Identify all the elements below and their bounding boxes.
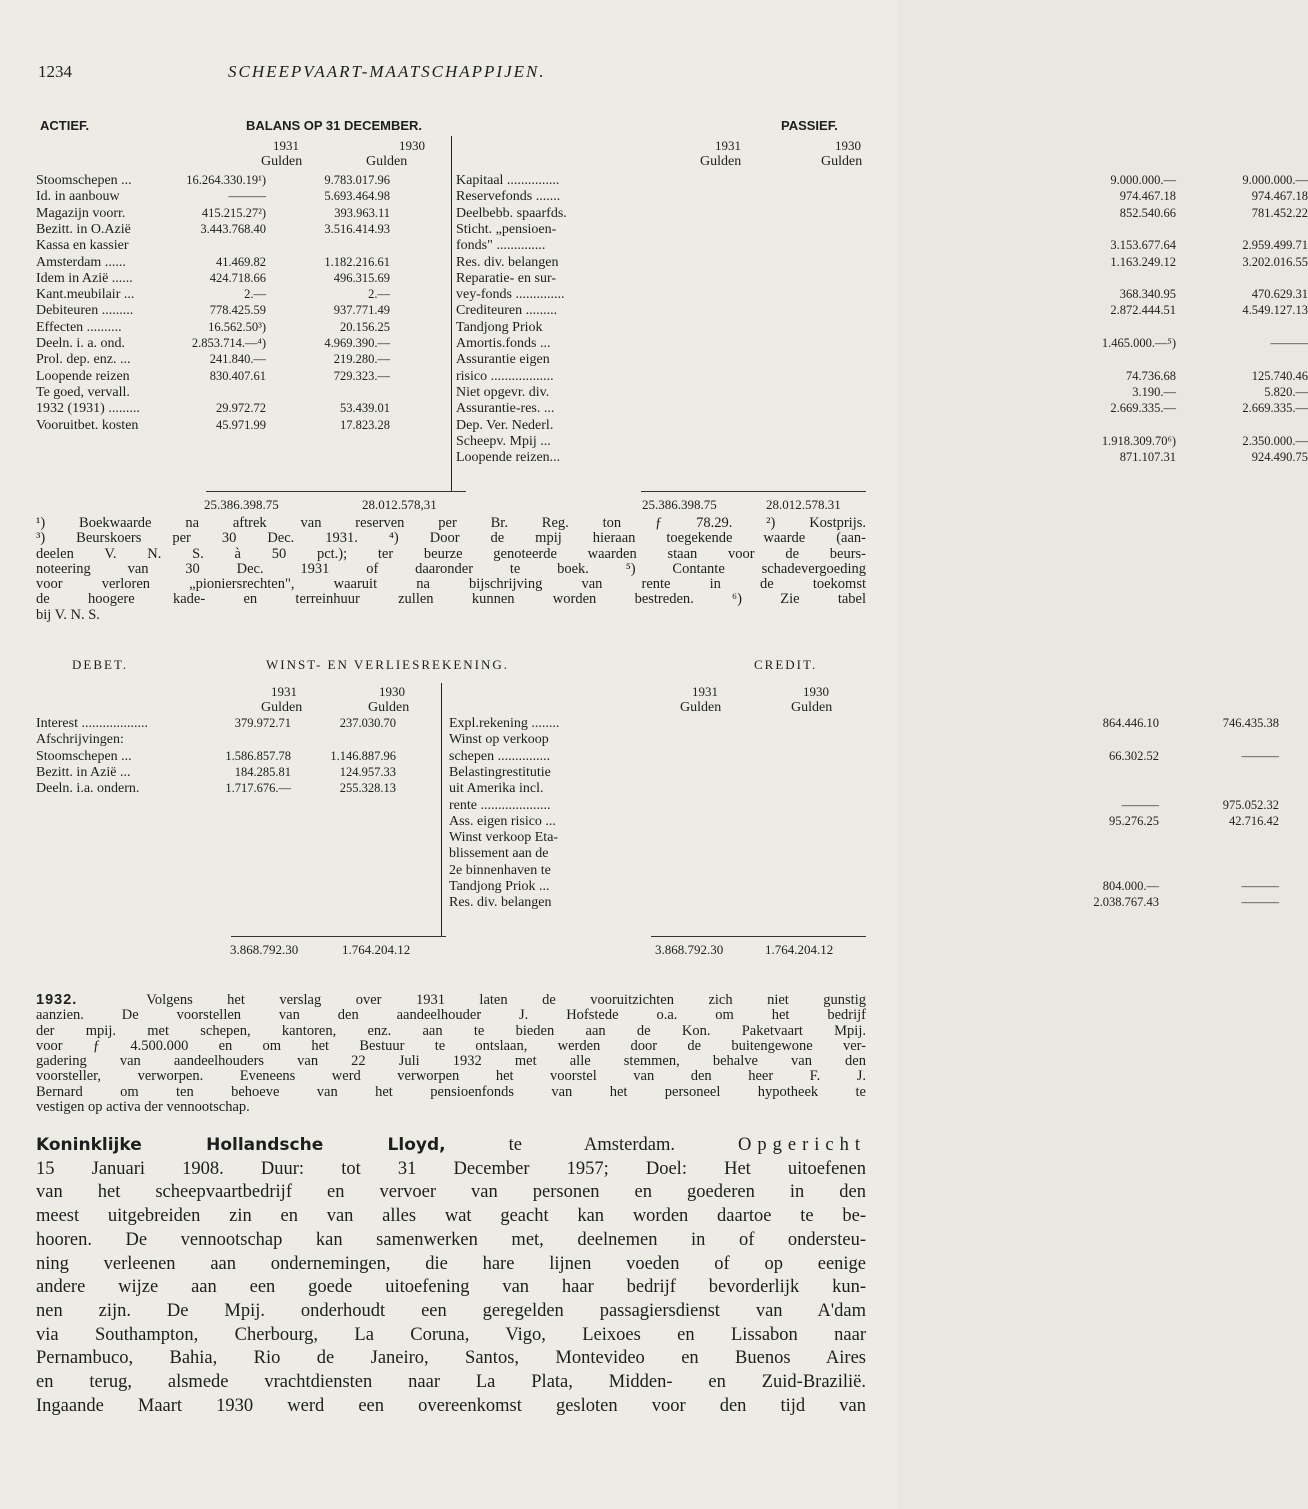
row-value-1931: ——— xyxy=(228,189,266,204)
table-row xyxy=(449,781,1279,797)
report-line: gadering van aandeelhouders van 22 Juli 1932 met alle stemmen, behalve van den xyxy=(36,1053,866,1070)
row-label: Scheepv. Mpij ... xyxy=(456,433,551,449)
row-label: Loopende reizen... xyxy=(456,450,561,466)
row-label: Tandjong Priok xyxy=(456,319,543,335)
table-row xyxy=(456,450,1308,466)
row-value-1931: 3.443.768.40 xyxy=(200,221,266,236)
row-value-1930: 2.— xyxy=(368,287,390,302)
table-row xyxy=(449,895,1279,911)
table-row xyxy=(456,320,1286,336)
table-row xyxy=(449,798,1279,814)
row-label: Afschrijvingen: xyxy=(36,732,124,748)
row-value-1931: 778.425.59 xyxy=(209,303,266,318)
balance-right-unit1: Gulden xyxy=(700,154,742,169)
table-row xyxy=(456,238,1308,254)
row-value-1931: ——— xyxy=(1121,797,1159,812)
table-row xyxy=(456,303,1308,319)
row-label: Reservefonds ....... xyxy=(456,189,561,205)
row-label: 1932 (1931) ......... xyxy=(36,401,140,417)
table-row xyxy=(456,254,1308,271)
row-value-1931: 2.038.767.43 xyxy=(1093,895,1159,910)
balance-left-unit2: Gulden xyxy=(366,154,408,169)
balance-right-year1: 1931 xyxy=(715,138,741,153)
row-value-1931: 871.107.31 xyxy=(1119,450,1176,465)
row-value-1930: 237.030.70 xyxy=(339,716,396,730)
row-value-1931: 74.736.68 xyxy=(1126,368,1176,383)
row-value-1931: 3.190.— xyxy=(1132,384,1176,399)
row-value-1930: ——— xyxy=(1270,336,1308,350)
row-label: Vooruitbet. kosten xyxy=(36,417,139,433)
row-value-1930: 124.957.33 xyxy=(339,764,396,779)
row-value-1930: 1.182.216.61 xyxy=(324,254,390,269)
report-year: 1932. xyxy=(36,992,78,1008)
row-value-1931: 974.467.18 xyxy=(1119,189,1176,204)
report-line: voorsteller, verworpen. Eveneens werd verworpen het voorstel van den heer F. J. xyxy=(36,1068,866,1085)
row-value-1930: 5.693.464.98 xyxy=(324,189,390,204)
row-label: Bezitt. in Azië ... xyxy=(36,764,131,780)
row-value-1931: 415.215.27²) xyxy=(201,205,266,220)
row-value-1930: 4.969.390.— xyxy=(324,336,390,350)
row-label: schepen ............... xyxy=(449,748,551,764)
row-label: Res. div. belangen xyxy=(449,895,552,911)
row-label: Kant.meubilair ... xyxy=(36,287,135,303)
row-value-1930: 975.052.32 xyxy=(1222,797,1279,812)
balance-left-total-rule xyxy=(206,491,466,492)
pl-heading-center: WINST- EN VERLIESREKENING. xyxy=(266,657,510,672)
table-row xyxy=(456,401,1308,417)
row-value-1930: 496.315.69 xyxy=(333,270,390,285)
table-row xyxy=(456,368,1308,385)
table-row xyxy=(449,830,1279,846)
pl-right-unit1: Gulden xyxy=(680,700,722,715)
table-row xyxy=(456,418,1286,434)
balance-right-unit2: Gulden xyxy=(821,154,863,169)
row-value-1930: 937.771.49 xyxy=(333,303,390,318)
row-value-1930: 42.716.42 xyxy=(1229,813,1279,828)
pl-left-year1: 1931 xyxy=(271,684,297,699)
row-value-1930: 2.669.335.— xyxy=(1242,401,1308,416)
row-label: Interest ................... xyxy=(36,716,148,731)
row-value-1931: 2.872.444.51 xyxy=(1110,303,1176,318)
table-row xyxy=(456,336,1308,352)
pl-right-year2: 1930 xyxy=(803,684,829,699)
row-label: Dep. Ver. Nederl. xyxy=(456,417,554,433)
running-title: SCHEEPVAART-MAATSCHAPPIJEN. xyxy=(228,62,546,81)
row-value-1930: 2.350.000.— xyxy=(1242,433,1308,448)
row-label: Bezitt. in O.Azië xyxy=(36,221,131,237)
pl-heading-right: CREDIT. xyxy=(754,657,818,672)
balance-right-year2: 1930 xyxy=(835,138,861,153)
row-value-1930: 924.490.75 xyxy=(1251,450,1308,465)
row-label: Te goed, vervall. xyxy=(36,384,130,400)
table-row xyxy=(449,716,1279,732)
table-row xyxy=(449,846,1279,862)
company-line: andere wijze aan een goede uitoefening van haar bedrijf bevorderlijk kun- xyxy=(36,1277,866,1298)
row-label: fonds" .............. xyxy=(456,238,546,254)
table-row xyxy=(456,205,1308,222)
row-value-1931: 830.407.61 xyxy=(209,368,266,383)
row-value-1931: 16.562.50³) xyxy=(208,319,266,334)
report-line: voor ƒ 4.500.000 en om het Bestuur te ontslaan, werden door de buitengewone ver- xyxy=(36,1037,866,1054)
pl-total-right-1: 3.868.792.30 xyxy=(655,942,724,957)
report-1932 xyxy=(36,993,866,1115)
row-label: blissement aan de xyxy=(449,846,549,862)
pl-left-year2: 1930 xyxy=(379,684,405,699)
row-label: Niet opgevr. div. xyxy=(456,384,550,400)
company-line: en terug, alsmede vrachtdiensten naar La Plata, Midden- en Zuid-Brazilië. xyxy=(36,1372,866,1393)
row-value-1931: 368.340.95 xyxy=(1119,287,1176,302)
row-value-1930: 20.156.25 xyxy=(340,319,390,334)
company-line: Pernambuco, Bahia, Rio de Janeiro, Santos, Montevideo en Buenos Aires xyxy=(36,1348,866,1369)
row-label: Stoomschepen ... xyxy=(36,748,132,764)
table-row xyxy=(456,173,1308,189)
row-value-1930: 17.823.28 xyxy=(340,417,390,432)
footnote-line: de hoogere kade- en terreinhuur zullen kunnen worden bestreden. ⁶) Zie tabel xyxy=(36,591,866,608)
profit-loss-account xyxy=(36,657,1279,977)
row-value-1930: 3.202.016.55 xyxy=(1242,254,1308,269)
row-value-1931: 804.000.— xyxy=(1102,879,1159,893)
row-label: Effecten .......... xyxy=(36,319,122,335)
pl-heading-left: DEBET. xyxy=(72,657,129,672)
row-value-1931: 29.972.72 xyxy=(216,401,266,416)
company-line: Koninklijke Hollandsche Lloyd, te Amsterdam. Opgericht xyxy=(36,1135,866,1155)
balance-left-year2: 1930 xyxy=(399,138,425,153)
row-value-1930: 125.740.46 xyxy=(1251,368,1308,383)
row-value-1931: 3.153.677.64 xyxy=(1110,238,1176,253)
balance-left-unit1: Gulden xyxy=(261,154,303,169)
pl-right-unit2: Gulden xyxy=(791,700,833,715)
row-label: Amortis.fonds ... xyxy=(456,336,551,351)
balance-total-right-2: 28.012.578.31 xyxy=(766,497,841,512)
row-label: Stoomschepen ... xyxy=(36,173,132,188)
row-label: Expl.rekening ........ xyxy=(449,716,560,731)
balance-right-total-rule xyxy=(641,491,866,492)
row-label: uit Amerika incl. xyxy=(449,781,544,797)
pl-total-left-1: 3.868.792.30 xyxy=(230,942,299,957)
row-value-1931: 1.163.249.12 xyxy=(1110,254,1176,269)
row-label: Prol. dep. enz. ... xyxy=(36,352,131,368)
row-value-1931: 852.540.66 xyxy=(1119,205,1176,220)
table-row xyxy=(449,863,1279,879)
row-value-1930: 3.516.414.93 xyxy=(324,221,390,236)
pl-right-year1: 1931 xyxy=(692,684,718,699)
row-label: Deelbebb. spaarfds. xyxy=(456,205,567,221)
table-row xyxy=(456,433,1308,450)
table-row xyxy=(449,879,1279,895)
table-row xyxy=(456,352,1286,368)
row-value-1931: 241.840.— xyxy=(209,352,266,367)
table-row xyxy=(456,287,1308,303)
row-value-1930: 4.549.127.13 xyxy=(1242,303,1308,318)
company-line: 15 Januari 1908. Duur: tot 31 December 1957; Doel: Het uitoefenen xyxy=(36,1158,866,1179)
row-value-1931: 41.469.82 xyxy=(216,254,266,269)
row-value-1931: 864.446.10 xyxy=(1102,716,1159,730)
row-value-1931: 2.— xyxy=(244,287,266,302)
row-value-1931: 1.465.000.—⁵) xyxy=(1101,336,1176,350)
row-value-1930: 729.323.— xyxy=(333,368,390,383)
row-label: Winst verkoop Eta- xyxy=(449,830,559,846)
row-label: risico .................. xyxy=(456,368,554,384)
pl-left-total-rule xyxy=(231,936,446,937)
company-line: Ingaande Maart 1930 werd een overeenkomst gesloten voor den tijd van xyxy=(36,1395,866,1416)
table-row xyxy=(449,814,1279,830)
row-label: Kapitaal ............... xyxy=(456,173,560,188)
balance-heading-right: PASSIEF. xyxy=(781,118,838,133)
row-value-1931: 45.971.99 xyxy=(216,417,266,432)
row-value-1930: ——— xyxy=(1241,748,1279,763)
company-line: hooren. De vennootschap kan samenwerken met, deelnemen in of ondersteu- xyxy=(36,1229,866,1250)
row-value-1930: ——— xyxy=(1241,879,1279,893)
balance-sheet xyxy=(36,118,1308,518)
company-line: nen zijn. De Mpij. onderhoudt een geregelden passagiersdienst van A'dam xyxy=(36,1300,866,1321)
company-opgericht: Opgericht xyxy=(738,1135,866,1155)
row-label: Ass. eigen risico ... xyxy=(449,813,556,829)
row-value-1930: 393.963.11 xyxy=(334,205,390,220)
balance-heading-center: BALANS OP 31 DECEMBER. xyxy=(246,118,423,133)
row-value-1930: 5.820.— xyxy=(1264,384,1308,399)
company-entry xyxy=(36,1134,866,1418)
row-value-1931: 2.669.335.— xyxy=(1110,401,1176,416)
company-line: ning verleenen aan ondernemingen, die hare lijnen voeden of op eenige xyxy=(36,1253,866,1274)
report-line: vestigen op activa der vennootschap. xyxy=(36,1099,250,1116)
balance-footnotes xyxy=(36,516,866,623)
row-value-1931: 2.853.714.—⁴) xyxy=(191,336,266,350)
row-value-1931: 66.302.52 xyxy=(1109,748,1159,763)
row-value-1931: 9.000.000.— xyxy=(1110,173,1176,187)
table-row xyxy=(456,271,1286,287)
balance-total-right-1: 25.386.398.75 xyxy=(642,497,717,512)
table-row xyxy=(456,222,1286,238)
row-label: Crediteuren ......... xyxy=(456,303,558,319)
row-value-1931: 379.972.71 xyxy=(234,716,291,730)
row-value-1930: 470.629.31 xyxy=(1251,287,1308,302)
row-value-1930: 2.959.499.71 xyxy=(1242,238,1308,253)
company-line: meest uitgebreiden zin en van alles wat geacht kan worden daartoe te be- xyxy=(36,1206,866,1227)
row-label: 2e binnenhaven te xyxy=(449,862,551,878)
balance-total-left-2: 28.012.578,31 xyxy=(362,497,437,512)
company-name: Koninklijke Hollandsche Lloyd, xyxy=(36,1135,446,1155)
row-label: Winst op verkoop xyxy=(449,732,549,748)
footnote-line: ³) Beurskoers per 30 Dec. 1931. ⁴) Door de mpij hieraan toegekende waarde (aan- xyxy=(36,530,866,547)
row-value-1931: 16.264.330.19¹) xyxy=(186,173,266,187)
row-value-1930: 9.783.017.96 xyxy=(324,173,390,187)
balance-left-year1: 1931 xyxy=(273,138,299,153)
row-value-1930: ——— xyxy=(1241,895,1279,910)
row-value-1931: 1.717.676.— xyxy=(225,781,291,796)
footnote-line: ¹) Boekwaarde na aftrek van reserven per Br. Reg. ton ƒ 78.29. ²) Kostprijs. xyxy=(36,515,866,531)
row-value-1930: 781.452.22 xyxy=(1251,205,1308,220)
pl-left-unit1: Gulden xyxy=(261,700,303,715)
row-value-1930: 974.467.18 xyxy=(1251,189,1308,204)
row-value-1931: 1.918.309.70⁶) xyxy=(1101,433,1176,448)
row-value-1931: 1.586.857.78 xyxy=(225,748,291,763)
row-label: rente .................... xyxy=(449,797,551,813)
row-value-1930: 53.439.01 xyxy=(340,401,390,416)
row-label: Id. in aanbouw xyxy=(36,189,120,205)
report-line: aanzien. De voorstellen van den aandeelhouder J. Hofstede o.a. om het bedrijf xyxy=(36,1007,866,1024)
table-row xyxy=(449,749,1279,765)
pl-right-total-rule xyxy=(651,936,866,937)
table-row xyxy=(456,189,1308,205)
row-label: Loopende reizen xyxy=(36,368,130,384)
table-row xyxy=(456,384,1308,401)
balance-heading-left: ACTIEF. xyxy=(40,118,90,133)
row-value-1930: 9.000.000.— xyxy=(1242,173,1308,187)
row-label: Assurantie eigen xyxy=(456,352,550,368)
row-label: Tandjong Priok ... xyxy=(449,879,550,894)
pl-total-right-2: 1.764.204.12 xyxy=(765,942,834,957)
row-value-1931: 424.718.66 xyxy=(209,270,266,285)
row-value-1931: 95.276.25 xyxy=(1109,813,1159,828)
row-label: Res. div. belangen xyxy=(456,254,559,270)
footnote-line: noteering van 30 Dec. 1931 of daaronder te boek. ⁵) Contante schadevergoeding xyxy=(36,560,866,577)
row-value-1930: 255.328.13 xyxy=(339,781,396,796)
row-label: Belastingrestitutie xyxy=(449,764,551,780)
company-line: van het scheepvaartbedrijf en vervoer van personen en goederen in den xyxy=(36,1182,866,1203)
report-line: der mpij. met schepen, kantoren, enz. aan te bieden aan de Kon. Paketvaart Mpij. xyxy=(36,1022,866,1039)
report-line: 1932. Volgens het verslag over 1931 laten de vooruitzichten zich niet gunstig xyxy=(36,992,866,1008)
row-value-1930: 746.435.38 xyxy=(1222,716,1279,730)
row-label: Assurantie-res. ... xyxy=(456,401,555,417)
table-row xyxy=(449,732,1279,748)
page-number: 1234 xyxy=(38,62,72,81)
footnote-line: bij V. N. S. xyxy=(36,606,100,623)
row-label: Sticht. „pensioen- xyxy=(456,221,557,237)
pl-left-unit2: Gulden xyxy=(368,700,410,715)
footnote-line: voor verloren „pioniersrechten", waaruit na bijschrijving van rente in de toekomst xyxy=(36,576,866,593)
row-label: Reparatie- en sur- xyxy=(456,270,557,286)
row-label: vey-fonds .............. xyxy=(456,287,565,303)
row-label: Deeln. i. a. ond. xyxy=(36,336,126,351)
report-line: Bernard om ten behoeve van het pensioenfonds van het personeel hypotheek te xyxy=(36,1083,866,1100)
balance-total-left-1: 25.386.398.75 xyxy=(204,497,279,512)
row-label: Idem in Azië ...... xyxy=(36,270,133,286)
row-label: Debiteuren ......... xyxy=(36,303,134,319)
row-value-1931: 184.285.81 xyxy=(234,764,291,779)
row-label: Deeln. i.a. ondern. xyxy=(36,781,140,797)
row-value-1930: 1.146.887.96 xyxy=(330,748,396,763)
pl-total-left-2: 1.764.204.12 xyxy=(342,942,411,957)
row-label: Magazijn voorr. xyxy=(36,205,126,221)
row-label: Kassa en kassier xyxy=(36,238,129,254)
company-line: via Southampton, Cherbourg, La Coruna, Vigo, Leixoes en Lissabon naar xyxy=(36,1324,866,1345)
row-label: Amsterdam ...... xyxy=(36,254,126,270)
table-row xyxy=(449,765,1279,781)
footnote-line: deelen V. N. S. à 50 pct.); ter beurze genoteerde waarden staan voor de beurs- xyxy=(36,545,866,562)
row-value-1930: 219.280.— xyxy=(333,352,390,367)
